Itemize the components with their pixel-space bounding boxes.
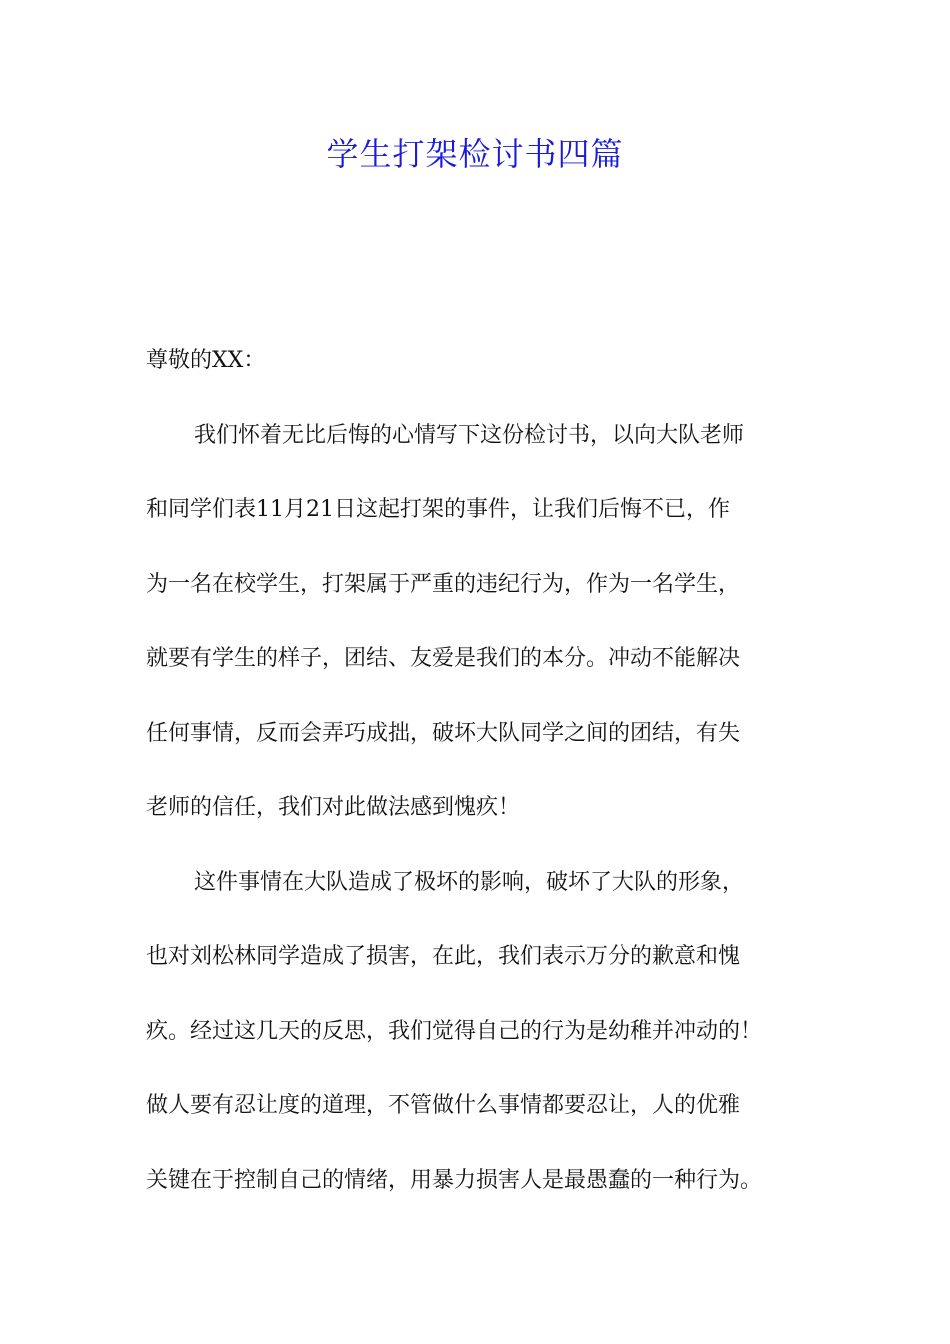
- body-line: 任何事情，反而会弄巧成拙，破坏大队同学之间的团结，有失: [146, 720, 741, 746]
- body-line: 老师的信任，我们对此做法感到愧疚！: [146, 795, 521, 820]
- body-line: 做人要有忍让度的道理，不管做什么事情都要忍让，人的优雅: [146, 1093, 741, 1118]
- body-line: 疚。经过这几天的反思，我们觉得自己的行为是幼稚并冲动的！: [146, 1018, 763, 1044]
- body-line: 也对刘松林同学造成了损害，在此，我们表示万分的歉意和愧: [146, 944, 741, 969]
- body-line: 我们怀着无比后悔的心情写下这份检讨书，以向大队老师: [194, 422, 745, 448]
- body-line: 就要有学生的样子，团结、友爱是我们的本分。冲动不能解决: [146, 646, 741, 671]
- document-title: 学生打架检讨书四篇: [326, 135, 624, 173]
- body-line: 这件事情在大队造成了极坏的影响，破坏了大队的形象，: [194, 869, 745, 895]
- body-line: 为一名在校学生，打架属于严重的违纪行为，作为一名学生，: [146, 571, 741, 597]
- document-body: [146, 335, 826, 1229]
- body-line: 和同学们表11月21日这起打架的事件，让我们后悔不已，作: [146, 497, 730, 522]
- body-lines: [146, 410, 826, 1230]
- salutation: 尊敬的XX：: [146, 348, 266, 373]
- body-line: 关键在于控制自己的情绪，用暴力损害人是最愚蠢的一种行为。: [146, 1167, 763, 1193]
